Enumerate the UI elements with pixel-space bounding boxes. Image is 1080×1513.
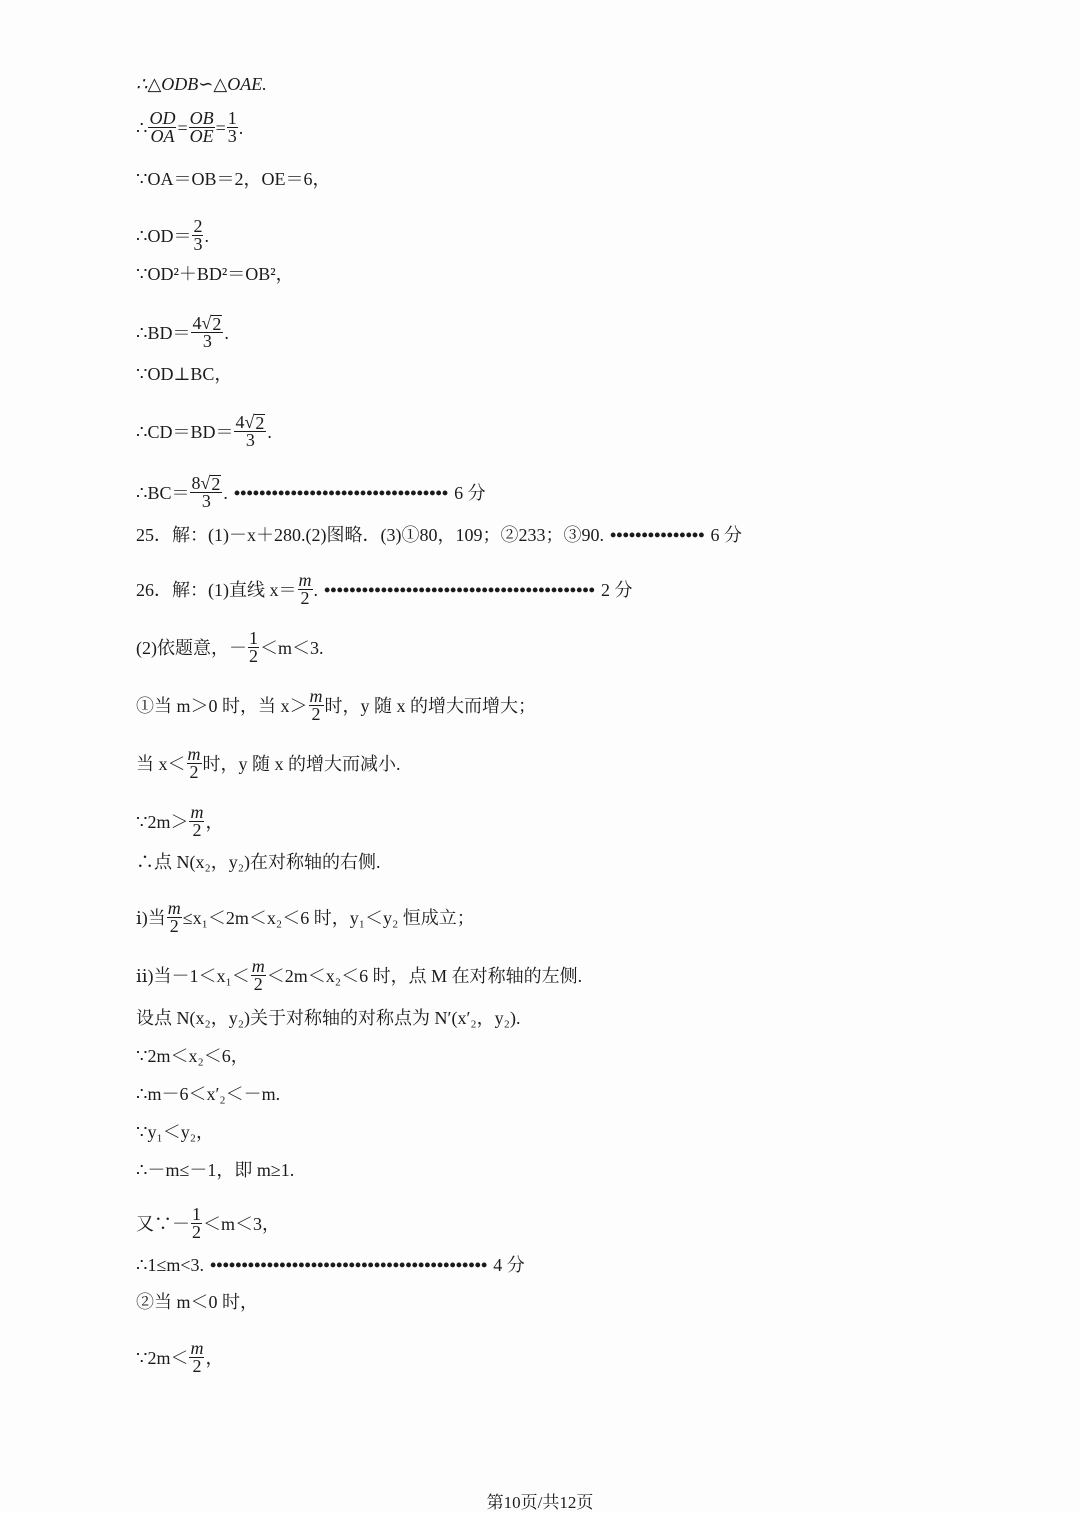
line-cd-value: ∴CD＝BD＝ 4√ 2 3 . [136, 412, 272, 450]
line-subcase-i: ⅰ)当 $\frac{m}{2}$ ≤x₁＜2m＜x₂＜6 时，y₁＜y₂ 恒成立； [136, 898, 475, 936]
line-ratio: ∴ $\frac{OD}{OA}$ = $\frac{OB}{OE}$ = $\frac{1}{3}$ . [136, 108, 244, 146]
fraction: 4√ 2 3 [192, 313, 222, 351]
line-2m-gt: ∵2m＞ $\frac{m}{2}$ ， [136, 802, 224, 840]
fraction: $\frac{m}{2}$ [298, 570, 312, 608]
line-2m-lt-x2: ∵2m＜x₂＜6， [136, 1046, 249, 1066]
fraction: $\frac{m}{2}$ [251, 956, 265, 994]
fraction: $\frac{m}{2}$ [190, 802, 204, 840]
line-subcase-ii: ⅱ)当－1＜x₁＜ $\frac{m}{2}$ ＜2m＜x₂＜6 时，点 M 在对称轴的左侧. [136, 956, 583, 994]
fraction: $\frac{1}{2}$ [249, 628, 258, 666]
score-label: 6 分 [710, 525, 742, 545]
line-2m-lt: ∵2m＜ $\frac{m}{2}$ ， [136, 1338, 224, 1376]
line-point-n-right: ∴点 N(x₂，y₂)在对称轴的右侧. [136, 852, 381, 872]
score-label: 4 分 [493, 1255, 525, 1275]
fraction: $\frac{m}{2}$ [190, 1338, 204, 1376]
line-y1-lt-y2: ∵y₁＜y₂， [136, 1122, 215, 1142]
score-label: 2 分 [600, 579, 633, 600]
fraction: $\frac{OB}{OE}$ [189, 108, 214, 146]
sqrt-symbol: √ 2 [201, 313, 222, 334]
line-also-range: 又∵－ $\frac{1}{2}$ ＜m＜3， [136, 1204, 281, 1242]
fraction: 8√ 2 3 [191, 473, 221, 511]
line-m-ge-1: ∴－m≤－1，即 m≥1. [136, 1160, 295, 1180]
line-similar-triangles: ∴△ODB∽△OAE. [136, 74, 267, 94]
line-od-value: ∴OD＝ $\frac{2}{3}$ . [136, 216, 209, 254]
score-leader-dots: •••••••••••••••••••••••••••••••••• [233, 482, 449, 503]
score-leader-dots: ••••••••••••••••••••••••••••••••••••••••••• [324, 579, 595, 600]
line-perpendicular: ∵OD⊥BC， [136, 364, 233, 384]
fraction: $\frac{m}{2}$ [187, 744, 201, 782]
score-leader-dots: ••••••••••••••• [609, 525, 705, 545]
line-q25: 25．解：(1)－x＋280.(2)图略．(3)①80，109；②233；③90. ••••••••••••••• 6 分 [136, 525, 742, 545]
fraction: $\frac{2}{3}$ [193, 216, 203, 254]
line-bc-value: ∴BC＝ 8√ 2 3 . •••••••••••••••••••••••••••••••••• 6 分 [136, 473, 486, 511]
line-m-range-result: ∴1≤m<3. •••••••••••••••••••••••••••••••••••••••••••• 4 分 [136, 1255, 525, 1275]
fraction: $\frac{m}{2}$ [167, 898, 181, 936]
line-symmetric-point: 设点 N(x₂，y₂)关于对称轴的对称点为 N′(x′₂，y₂). [136, 1008, 521, 1028]
line-case1-increase: ①当 m＞0 时，当 x＞ $\frac{m}{2}$ 时，y 随 x 的增大而增大； [136, 686, 537, 724]
sqrt-symbol: √ 2 [200, 473, 221, 494]
score-label: 6 分 [454, 482, 486, 503]
fraction: 4√ 2 3 [235, 412, 265, 450]
fraction: $\frac{OD}{OA}$ [149, 108, 176, 146]
fraction: $\frac{1}{3}$ [227, 108, 237, 146]
line-case2: ②当 m＜0 时， [136, 1292, 259, 1312]
line-x2-prime-range: ∴m－6＜x′₂＜－m. [136, 1084, 281, 1104]
line-q26-part1: 26．解：(1)直线 x＝ $\frac{m}{2}$ . ••••••••••••••••••••••••••••••••••••••••••• 2 分 [136, 570, 633, 608]
line-bd-value: ∴BD＝ 4√ 2 3 . [136, 313, 229, 351]
fraction: $\frac{m}{2}$ [309, 686, 323, 724]
score-leader-dots: •••••••••••••••••••••••••••••••••••••••••••• [209, 1255, 488, 1275]
line-pythagoras: ∵OD²＋BD²＝OB²， [136, 264, 294, 284]
line-case1-decrease: 当 x＜ $\frac{m}{2}$ 时，y 随 x 的增大而减小. [136, 744, 401, 782]
page-footer: 第10页/共12页 [486, 1493, 594, 1512]
line-q26-part2: (2)依题意，－ $\frac{1}{2}$ ＜m＜3. [136, 628, 324, 666]
sqrt-symbol: √ 2 [244, 412, 265, 433]
fraction: $\frac{1}{2}$ [192, 1204, 201, 1242]
line-given-lengths: ∵OA＝OB＝2，OE＝6， [136, 169, 331, 189]
